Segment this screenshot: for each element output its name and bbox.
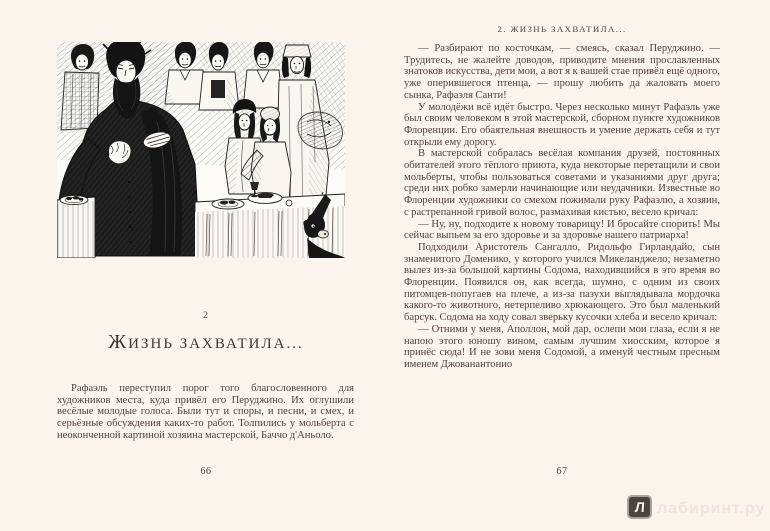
labirint-logo bbox=[627, 495, 652, 519]
side-table bbox=[57, 195, 95, 258]
paragraph: Подходили Аристотель Сангалло, Ридольфо Гирландайо, сын знаменитого Доменико, у которого учился Микеланджело; незаметно вылез из-за большой картины Содома, находившийся в это время во Флоренции. Появился он, как всегда, шумно, с одним из своих питомцев-попугаев на плече, а из-за пазухи выглядывала мордочка какого-то животного, нетерпеливо хрюкающего. Это был маленький барсук. Содома на ходу совал зверьку кусочки хлеба и весело кричал: bbox=[404, 241, 720, 324]
chapter-number: 2 bbox=[203, 311, 209, 321]
chapter-title-rest: ИЗНЬ ЗАХВАТИЛА... bbox=[128, 336, 304, 352]
page-number-left: 66 bbox=[200, 466, 212, 477]
chapter-illustration bbox=[57, 42, 345, 258]
chapter-title bbox=[57, 331, 355, 354]
right-page-text bbox=[404, 43, 720, 371]
labirint-watermark-text: лабиринт.ру bbox=[657, 500, 766, 517]
page-number-right: 67 bbox=[556, 466, 568, 477]
paragraph: У молодёжи всё идёт быстро. Через несколько минут Рафаэль уже был своим человеком в этой мастерской, сборном пункте художников Флоренции. Его обаятельная внешность и умение держать себя и тут открыли ему дорогу. bbox=[404, 101, 720, 148]
paragraph: Рафаэль переступил порог того благословенного для художников места, куда привёл его Перуджино. Их оглушили весёлые молодые голоса. Были тут и споры, и песни, и смех, и серьёзные обсуждения каких-то работ. Толпились у мольберта с неоконченной картиной хозяина мастерской, Баччо д'Аньоло. bbox=[57, 383, 354, 441]
paragraph: — Ну, ну, подходите к новому товарищу! И бросайте спорить! Мы сейчас выпьем за его здоровье и за здоровье нашего патриарха! bbox=[404, 218, 720, 242]
chapter-title-initial: Ж bbox=[108, 331, 129, 353]
paragraph: — Отними у меня, Аполлон, мой дар, ослепи мои глаза, если я не напою этого юношу вином, самым лучшим хиосским, которое я принёс сюда! И не зови меня Содомой, а именуй честным пресным именем Джованантонио bbox=[404, 323, 720, 370]
left-page bbox=[57, 0, 355, 531]
paragraph: — Разбирают по косточкам, — смеясь, сказал Перуджино. — Трудитесь, не жалейте доводов, приводите мнения прославленных знатоков искусства, дети мои, а вот я к вашей стае привёл ещё одного, уже оперившегося птенца, — прошу любить да жаловать моего сынка, Рафаэля Санти! bbox=[404, 43, 720, 101]
right-page bbox=[404, 0, 720, 531]
left-page-text bbox=[57, 383, 354, 442]
labirint-logo-letter: Л bbox=[634, 499, 645, 515]
running-header: 2. ЖИЗНЬ ЗАХВАТИЛА... bbox=[497, 24, 627, 34]
paragraph: В мастерской собралась весёлая компания друзей, постоянных обитателей этого тёплого приюта, куда некоторые перетащили и свои мольберты, чтобы пользоваться советами и указаниями друг друга; среди них робко замерли начинающие или неудачники. Известные во Флоренции художники со смехом пожимали руку Рафаэлю, а хозяин, с растрепанной гривой волос, размахивая кистью, весело кричал: bbox=[404, 148, 720, 218]
banquet-ink-drawing bbox=[57, 42, 345, 258]
